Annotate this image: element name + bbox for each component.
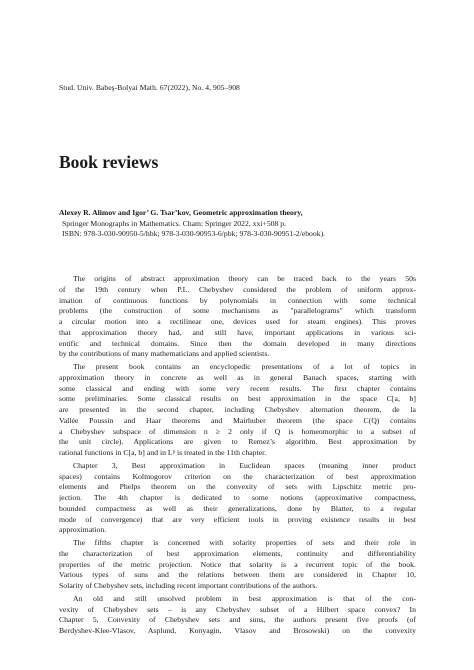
- paragraph-line: of the 19th century when P.L. Chebyshev considered the problem of uniform approx-: [59, 284, 416, 294]
- review-publisher: Springer Monographs in Mathematics. Cham: Springer 2022, xxi+508 p.: [62, 218, 287, 228]
- paragraph-line: Solarity of Chebyshev sets, including recent important contributions of the authors.: [59, 581, 318, 590]
- paragraph-line: jection. The 4th chapter is dedicated to some notions (approximative compactness,: [59, 493, 416, 502]
- paragraph-line: are presented in the second chapter, including Chebyshev alternation theorem, de la: [59, 405, 416, 414]
- paragraph-line: some preliminaries. Some classical results on best approximation in the space C[a, b]: [59, 394, 416, 404]
- paragraph-line: An old and still unsolved problem in best approximation is that of the con-: [73, 593, 416, 603]
- review-isbn: ISBN: 978-3-030-90950-5/hbk; 978-3-030-90953-6/pbk; 978-3-030-90951-2/ebook).: [62, 229, 326, 239]
- paragraph-line: problems (the construction of some mechanisms as "parallelograms" which transform: [59, 306, 416, 316]
- paragraph-line: Chapter 3, Best approximation in Euclidean spaces (meaning inner product: [73, 460, 416, 470]
- paragraph-line: mode of convergence) that are very efficient tools in proving existence results in best: [59, 514, 416, 524]
- paragraph-line: by the contributions of many mathematicians and applied scientists.: [59, 349, 270, 359]
- paragraph-line: Chapter 5, Convexity of Chebyshev sets and suns, the authors present five proofs (of: [59, 615, 416, 625]
- section-title: Book reviews: [59, 152, 159, 172]
- paragraph-line: properties of the metric projection. Notice that solarity is a recurrent topic of the book.: [59, 559, 416, 569]
- paragraph-line: some classical and ending with some very recent results. The first chapter contains: [59, 383, 416, 393]
- journal-reference: Stud. Univ. Babeş-Bolyai Math. 67(2022), No. 4, 905–908: [59, 83, 240, 92]
- paragraph-line: a circular motion into a rectilinear one, devices used for steam engines). This proves: [59, 317, 416, 326]
- review-authors-title: Alexey R. Alimov and Igor’ G. Tsar’kov, Geometric approximation theory,: [59, 208, 303, 217]
- paragraph-line: the characterization of best approximation elements, continuity and differentiability: [59, 548, 416, 558]
- paragraph-line: bounded compactness as well as their generalizations, done by Blatter, to a regular: [59, 503, 416, 513]
- paragraph-line: Berdyshev-Klee-Vlasov, Asplund, Konyagin, Vlasov and Brosowski) on the convexity: [59, 626, 416, 635]
- review-body: [59, 274, 416, 639]
- review-paragraph: [59, 461, 416, 536]
- review-header: [59, 208, 416, 240]
- paragraph-line: elements and Phelps theorem on the convexity of sets with Lipschitz metric pro-: [59, 482, 416, 492]
- review-paragraph: [59, 538, 416, 592]
- paragraph-line: Vallée Poussin and Haar theorems and Mairhuber theorem (the space C(Q) contains: [59, 415, 416, 425]
- paragraph-line: The present book contains an encyclopedic presentations of a lot of topics in: [73, 362, 416, 371]
- paragraph-line: entific and technical domains. Since then the domain developed in many directions: [59, 338, 416, 348]
- paragraph-line: rational functions in C[a, b] and in Lᵖ is treated in the 11th chapter.: [59, 448, 267, 457]
- paragraph-line: vexity of Chebyshev sets – is any Chebyshev subset of a Hilbert space convex? In: [59, 604, 416, 614]
- review-paragraph: [59, 274, 416, 360]
- review-paragraph: [59, 594, 416, 637]
- paragraph-line: imation of continuous functions by polynomials in connection with some technical: [59, 295, 416, 305]
- paragraph-line: a Chebyshev subspace of dimension n ≥ 2 only if Q is homeomorphic to a subset of: [59, 426, 416, 436]
- paragraph-line: approximation theory in concrete as well as in general Banach spaces, starting with: [59, 372, 416, 382]
- paragraph-line: Various types of suns and the relations between them are considered in Chapter 10,: [59, 570, 416, 580]
- paragraph-line: The origins of abstract approximation theory can be traced back to the years 50s: [73, 274, 416, 283]
- paragraph-line: spaces) contains Kolmogorov criterion on the characterization of best approximation: [59, 471, 416, 481]
- paragraph-line: approximation.: [59, 525, 107, 535]
- paragraph-line: the unit circle). Applications are given to Remez’s algorithm. Best approximation by: [59, 437, 416, 447]
- paragraph-line: that approximation theory had, and still have, important applications in various sci-: [59, 327, 416, 337]
- review-paragraph: [59, 362, 416, 459]
- paragraph-line: The fifths chapter is concerned with solarity properties of sets and their role in: [73, 538, 416, 547]
